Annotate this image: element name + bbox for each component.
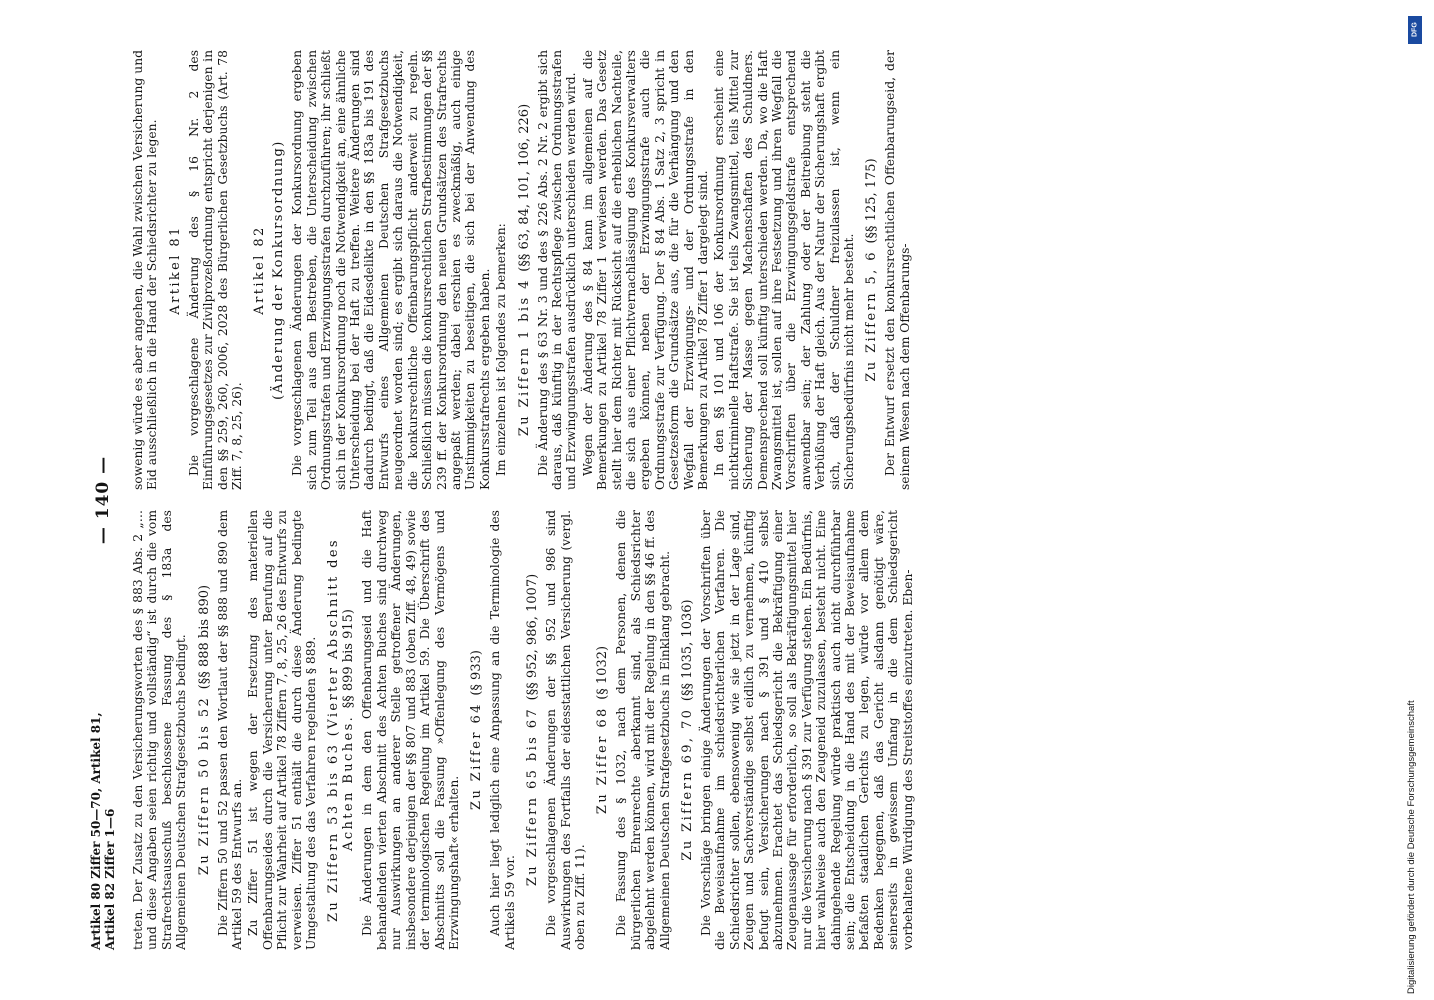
section-heading-label: Zu Ziffer 68 (595, 706, 611, 815)
dfg-logo-badge: DFG (1408, 16, 1422, 44)
section-paragraph-ref: (§§ 952, 986, 1007) (525, 573, 541, 701)
paragraph: Wegen der Änderung des § 84 kann im allgemeinen auf die Bemerkungen zu Artikel 78 Ziffer 1 verwiesen werden. Das Gesetz stellt hier dem Richter mit Rücksicht auf die erheblichen Nachteile, die sich aus einer Pflichtvernachlässigung des Konkursverwalters ergeben können, neben der Erzwingungsstrafe auch die Ordnungsstrafe zur Verfügung. Der § 84 Abs. 1 Satz 2, 3 spricht in Gesetzesform die Grundsätze aus, die für die Verhängung und den Wegfall der Erzwingungs- und der Ordnungsstrafe in den Bemerkungen zu Artikel 78 Ziffer 1 dargelegt sind. (580, 50, 710, 490)
section-heading (595, 510, 610, 950)
paragraph: sowenig würde es aber angehen, die Wahl zwischen Versicherung und Eid ausschließlich in die Hand der Schiedsrichter zu legen. (131, 50, 160, 490)
section-heading (168, 50, 183, 490)
paragraph: Die Ziffern 50 und 52 passen den Wortlaut der §§ 888 und 890 dem Artikel 59 des Entwurfs an. (215, 510, 245, 950)
right-column (131, 50, 1347, 490)
paragraph: Auch hier liegt lediglich eine Anpassung an die Terminologie des Artikels 59 vor. (488, 510, 517, 950)
section-heading-label: Zu Ziffern 65 bis 67 (525, 706, 541, 887)
section-paragraph-ref: (§§ 1035, 1036) (679, 599, 695, 702)
section-heading-label: Zu Ziffern 53 bis 63 (Vierter Abschnitt des Achten Buches. (326, 538, 357, 922)
paragraph: treten. Der Zusatz zu den Versicherungsworten des § 883 Abs. 2 „… und diese Angaben seien richtig und vollständig“ ist durch die vom Strafrechtsausschuß beschlossene Fassung des § 183a des Allgemeinen Deutschen Strafgesetzbuchs bedingt. (131, 510, 189, 950)
paragraph: Die vorgeschlagenen Änderungen der §§ 952 und 986 sind Auswirkungen des Fortfalls der eidesstattlichen Versicherung (vergl. oben zu Ziff. 11). (544, 510, 587, 950)
paragraph: Im einzelnen ist folgendes zu bemerken: (494, 223, 509, 476)
page-header (87, 50, 127, 950)
paragraph: Die Änderung des § 63 Nr. 3 und des § 226 Abs. 2 Nr. 2 ergibt sich daraus, daß künftig in der Rechtspflege zwischen Ordnungsstrafen und Erzwingungsstrafen ausdrücklich unterschieden werden wird. (535, 50, 579, 490)
paragraph: Die Fassung des § 1032, nach dem Personen, denen die bürgerlichen Ehrenrechte aberkannt sind, als Schiedsrichter abgelehnt werden können, wird mit der Regelung in den §§ 46 ff. des Allgemeinen Deutschen Strafgesetzbuchs in Einklang gebracht. (614, 510, 672, 950)
section-heading-label: Artikel 81 (167, 225, 183, 315)
section-heading (326, 510, 356, 950)
section-paragraph-ref: §§ 899 bis 915) (341, 609, 357, 709)
section-paragraph-ref: (§§ 888 bis 890) (196, 584, 212, 690)
section-heading (864, 50, 879, 490)
running-head: Artikel 80 Ziffer 50—70, Artikel 81, Artikel 82 Ziffer 1—6 (89, 712, 117, 950)
section-heading (680, 510, 695, 950)
section-paragraph-ref: (§ 933) (469, 650, 485, 696)
page-number: — 140 — (93, 455, 113, 545)
left-column (131, 510, 1347, 950)
section-subheading: (Änderung der Konkursordnung) (271, 140, 287, 400)
section-paragraph-ref: (§§ 125, 175) (864, 158, 880, 244)
section-heading (469, 510, 484, 950)
digitization-credit-text: Digitalisierung gefördert durch die Deutsche Forschungsgemeinschaft (1406, 700, 1417, 994)
section-heading-label: Zu Ziffer 64 (469, 702, 485, 810)
section-paragraph-ref: (§§ 63, 84, 101, 106, 226) (516, 103, 532, 272)
section-heading (197, 510, 212, 950)
paragraph: Die Änderungen in dem den Offenbarungseid und die Haft behandelnden vierten Abschnitt des Achten Buches sind durchweg nur Auswirkungen an anderer Stelle getroffener Änderungen, insbesondere derjenigen der §§ 807 und 883 (oben Ziff. 48, 49) sowie der terminologischen Regelung im Artikel 59. Die Überschrift des Abschnitts soll die Fassung »Offenlegung des Vermögens und Erzwingungshaft« erhalten. (360, 510, 461, 950)
paragraph: In den §§ 101 und 106 der Konkursordnung erscheint eine nichtkriminelle Haftstrafe. Sie ist teils Zwangsmittel, teils Mittel zur Sicherung der Masse gegen Machenschaften des Schuldners. Demensprechend soll künftig unterschieden werden. Da, wo die Haft Zwangsmittel ist, sollen auf ihre Festsetzung und ihren Wegfall die Vorschriften über die Erzwingungsgeldstrafe entsprechend anwendbar sein; der Zahlung oder der Beitreibung steht die Verbüßung der Haft gleich. Aus der Natur der Sicherungshaft ergibt sich, daß der Schuldner freizulassen ist, wenn ein Sicherungsbedürfnis nicht mehr besteht. (712, 50, 857, 490)
section-heading (517, 50, 532, 490)
paragraph: Die vorgeschlagene Änderung des § 16 Nr. 2 des Einführungsgesetzes zur Zivilprozeßordnung entspricht derjenigen in den §§ 259, 260, 2006, 2028 des Bürgerlichen Gesetzbuchs (Art. 78 Ziff. 7, 8, 25, 26). (186, 50, 245, 490)
paragraph: Zu Ziffer 51 ist wegen der Ersetzung des materiellen Offenbarungseides durch die Versicherung unter Berufung auf die Pflicht zur Wahrheit auf Artikel 78 Ziffern 7, 8, 25, 26 des Entwurfs zu verweisen. Ziffer 51 enthält die durch diese Änderung bedingte Umgestaltung des das Verfahren regelnden § 889. (246, 510, 319, 950)
text-columns (131, 50, 1347, 950)
rotated-document-page (87, 50, 1347, 950)
paragraph: Die Vorschläge bringen einige Änderungen der Vorschriften über die Beweisaufnahme im schiedsrichterlichen Verfahren. Die Schiedsrichter sollen, ebensowenig wie sie jetzt in der Lage sind, Zeugen und Sachverständige selbst eidlich zu vernehmen, künftig befugt sein, Versicherungen nach § 391 und § 410 selbst abzunehmen. Erachtet das Schiedsgericht die Bekräftigung einer Zeugenaussage für erforderlich, so soll als Bekräftigungsmittel hier nur die Versicherung nach § 391 zur Verfügung stehen. Ein Bedürfnis, hier wahlweise auch den Zeugeneid zuzulassen, besteht nicht. Eine dahingehende Regelung würde praktisch auch nicht durchführbar sein; die Entscheidung in die Hand des mit der Beweisaufnahme befaßten staatlichen Gerichts zu legen, würde vor allem dem Bedenken begegnen, daß das Gericht alsdann genötigt wäre, seinerseits in gewissem Umfang in die dem Schiedsgericht vorbehaltene Würdigung des Streitstoffes einzutreten. Eben- (698, 510, 915, 950)
paragraph: Die vorgeschlagenen Änderungen der Konkursordnung ergeben sich zum Teil aus dem Bestreben, die Unterscheidung zwischen Ordnungsstrafen und Erzwingungsstrafen durchzuführen; ihr schließt sich in der Konkursordnung noch die Notwendigkeit an, eine ähnliche Unterscheidung bei der Haft zu treffen. Weitere Änderungen sind dadurch bedingt, daß die Eidesdelikte in den §§ 183a bis 191 des Entwurfs eines Allgemeinen Deutschen Strafgesetzbuchs neugeordnet worden sind; es ergibt sich daraus die Notwendigkeit, die konkursrechtliche Offenbarungspflicht anderweit zu regeln. Schließlich müssen die konkursrechtlichen Strafbestimmungen der §§ 239 ff. der Konkursordnung den neuen Grundsätzen des Strafrechts angepaßt werden; dabei erschien es zweckmäßig, auch einige Unstimmigkeiten zu beseitigen, die sich bei der Anwendung des Konkursstrafrechts ergeben haben. (290, 50, 492, 490)
section-heading-label: Zu Ziffern 50 bis 52 (196, 695, 212, 876)
section-heading (525, 510, 540, 950)
digitization-credit-strip (1404, 6, 1428, 994)
section-heading-label: Zu Ziffern 5, 6 (864, 250, 880, 382)
paragraph: Der Entwurf ersetzt den konkursrechtlichen Offenbarungseid, der seinem Wesen nach dem Offenbarungs- (883, 50, 912, 490)
section-heading-label: Artikel 82 (252, 225, 268, 315)
section-heading-label: Zu Ziffern 1 bis 4 (516, 278, 532, 437)
section-paragraph-ref: (§ 1032) (595, 645, 611, 700)
section-heading (252, 50, 267, 490)
section-heading-label: Zu Ziffern 69, 70 (679, 707, 695, 861)
